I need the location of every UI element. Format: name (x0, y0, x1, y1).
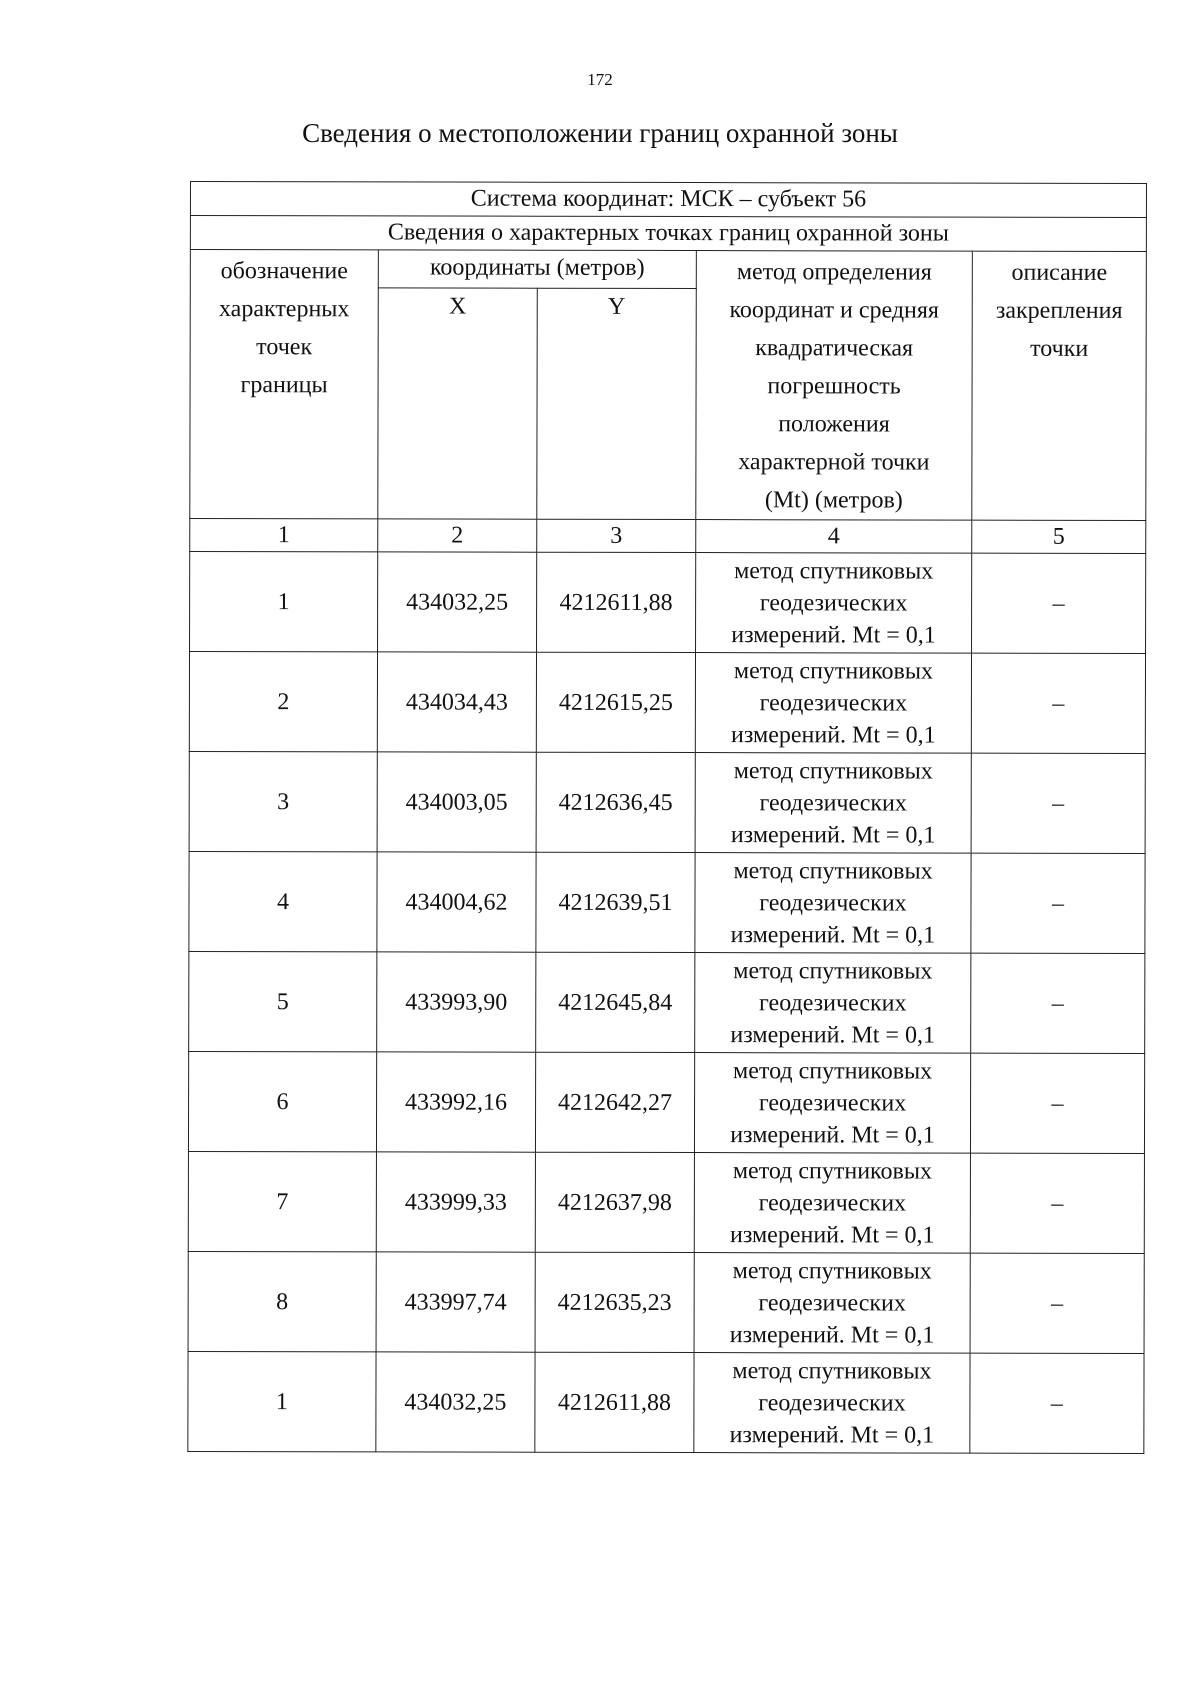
page-title: Сведения о местоположении границ охранной зоны (302, 118, 898, 148)
description-cell: – (970, 1053, 1144, 1153)
method-cell (695, 853, 971, 954)
table-container (187, 181, 1146, 1454)
method-line: метод спутниковых (733, 1057, 933, 1085)
table-row (190, 552, 1146, 654)
header-col1-line: обозначение (220, 258, 348, 285)
method-line: геодезических (759, 889, 907, 917)
x-coordinate-cell: 434032,25 (378, 552, 537, 652)
header-point-designation (190, 250, 379, 519)
point-number-cell: 3 (189, 751, 377, 851)
point-number-cell: 8 (188, 1251, 376, 1351)
table-row (188, 1351, 1144, 1453)
header-col1-line: характерных (218, 296, 350, 323)
column-number: 3 (537, 519, 696, 552)
x-coordinate-cell: 433997,74 (376, 1252, 535, 1352)
y-coordinate-cell: 4212637,98 (535, 1152, 694, 1252)
method-line: измерений. Mt = 0,1 (731, 721, 936, 749)
y-coordinate-cell: 4212635,23 (535, 1252, 694, 1352)
y-coordinate-cell: 4212639,51 (536, 852, 695, 952)
header-row (190, 250, 1146, 290)
header-col4-line: координат и средняя (729, 297, 940, 324)
point-number-cell: 2 (189, 652, 377, 752)
method-line: метод спутниковых (732, 1157, 933, 1185)
method-cell (696, 553, 972, 654)
method-line: геодезических (759, 689, 908, 717)
table-row (188, 1251, 1144, 1353)
method-line: измерений. Mt = 0,1 (730, 921, 936, 949)
header-y: Y (537, 288, 696, 519)
description-cell: – (971, 853, 1145, 953)
table-row (189, 652, 1145, 754)
column-number: 1 (190, 519, 378, 552)
description-cell: – (970, 1353, 1144, 1453)
method-line: измерений. Mt = 0,1 (729, 1221, 935, 1249)
description-cell: – (971, 653, 1145, 753)
method-cell (694, 1253, 970, 1354)
method-line: измерений. Mt = 0,1 (731, 621, 936, 649)
method-line: геодезических (759, 789, 907, 817)
header-col1-line: границы (240, 372, 328, 399)
x-coordinate-cell: 433992,16 (376, 1052, 535, 1152)
x-coordinate-cell: 434034,43 (377, 652, 536, 752)
coordinate-system-cell: Система координат: МСК – субъект 56 (190, 182, 1146, 218)
method-line: измерений. Mt = 0,1 (730, 821, 936, 849)
method-cell (694, 1353, 970, 1454)
method-line: измерений. Mt = 0,1 (729, 1321, 935, 1349)
method-line: метод спутниковых (733, 857, 933, 885)
description-cell: – (971, 753, 1145, 853)
header-col5-line: закрепления (995, 297, 1123, 324)
point-number-cell: 5 (189, 951, 377, 1051)
x-coordinate-cell: 434032,25 (376, 1352, 535, 1452)
header-coordinates: координаты (метров) (378, 250, 696, 289)
page-number: 172 (587, 70, 613, 89)
method-cell (695, 653, 971, 754)
boundary-points-table (187, 181, 1147, 1454)
header-col4-line: характерной точки (738, 449, 930, 476)
table-row (189, 851, 1145, 953)
point-number-cell: 1 (190, 552, 378, 652)
point-number-cell: 4 (189, 851, 377, 951)
header-col4-line: положения (778, 411, 890, 438)
x-coordinate-cell: 433999,33 (376, 1152, 535, 1252)
header-col5-line: описание (1011, 259, 1108, 286)
method-line: измерений. Mt = 0,1 (729, 1421, 935, 1449)
method-line: метод спутниковых (733, 957, 933, 985)
x-coordinate-cell: 434004,62 (377, 852, 536, 952)
column-number: 5 (972, 520, 1146, 553)
method-cell (694, 1053, 970, 1154)
column-number: 2 (378, 519, 537, 552)
method-line: геодезических (759, 989, 907, 1017)
y-coordinate-cell: 4212642,27 (535, 1052, 694, 1152)
method-line: геодезических (758, 1289, 906, 1317)
table-row (188, 1151, 1144, 1253)
x-coordinate-cell: 433993,90 (377, 952, 536, 1052)
y-coordinate-cell: 4212611,88 (535, 1352, 694, 1452)
column-numbers-row (190, 519, 1146, 554)
y-coordinate-cell: 4212615,25 (536, 652, 695, 752)
y-coordinate-cell: 4212645,84 (536, 952, 695, 1052)
method-line: геодезических (758, 1389, 906, 1417)
header-col4-line: погрешность (767, 373, 901, 400)
description-cell: – (971, 953, 1145, 1053)
method-line: метод спутниковых (733, 657, 934, 685)
description-cell: – (972, 553, 1146, 653)
method-line: метод спутниковых (732, 1257, 932, 1285)
header-col4-line: квадратическая (755, 335, 914, 362)
header-col4-line: метод определения (736, 259, 932, 286)
x-coordinate-cell: 434003,05 (377, 752, 536, 852)
points-info-cell: Сведения о характерных точках границ охранной зоны (190, 216, 1146, 252)
method-line: измерений. Mt = 0,1 (730, 1121, 935, 1149)
header-col5-line: точки (1030, 335, 1089, 362)
coordinate-system-row (190, 182, 1146, 218)
method-cell (695, 953, 971, 1054)
point-number-cell: 7 (188, 1151, 376, 1251)
method-line: метод спутниковых (734, 557, 934, 585)
y-coordinate-cell: 4212636,45 (536, 752, 695, 852)
header-description (972, 251, 1147, 520)
y-coordinate-cell: 4212611,88 (537, 552, 696, 652)
method-cell (694, 1153, 970, 1254)
method-line: геодезических (758, 1089, 907, 1117)
point-number-cell: 6 (188, 1051, 376, 1151)
description-cell: – (970, 1153, 1144, 1253)
point-number-cell: 1 (188, 1351, 376, 1451)
method-line: геодезических (759, 589, 908, 617)
table-row (188, 1051, 1144, 1153)
method-line: измерений. Mt = 0,1 (730, 1021, 936, 1049)
table-row (189, 751, 1145, 853)
header-col4-line: (Mt) (метров) (764, 487, 903, 514)
header-method (696, 251, 973, 521)
description-cell: – (970, 1253, 1144, 1353)
method-cell (695, 753, 971, 854)
method-line: геодезических (758, 1189, 907, 1217)
points-info-row (190, 216, 1146, 252)
column-number: 4 (696, 520, 972, 554)
header-x: X (378, 288, 537, 519)
method-line: метод спутниковых (733, 757, 933, 785)
method-line: метод спутниковых (732, 1357, 932, 1385)
header-col1-line: точек (256, 334, 313, 361)
data-rows (188, 552, 1146, 1454)
table-row (189, 951, 1145, 1053)
